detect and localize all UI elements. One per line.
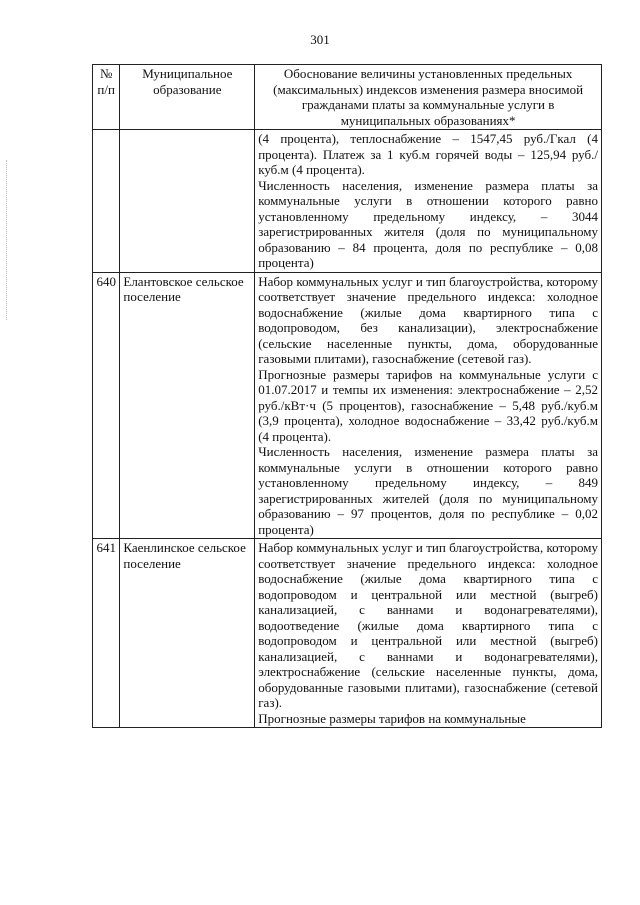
header-num: № п/п <box>93 65 120 130</box>
paragraph: Численность населения, изменение размера платы за коммунальные услуги в отношении которого равно установленному предельному индексу, – 849 зарегистрированных жителей (доля по муниципальному образованию – 97 процентов, доля по республике – 0,02 процента) <box>258 444 598 537</box>
paragraph: Прогнозные размеры тарифов на коммунальные услуги с 01.07.2017 и темпы их изменения: электроснабжение – 2,52 руб./кВт·ч (5 процентов), газоснабжение – 5,48 руб./куб.м (3,9 процента), холодное водоснабжение – 33,42 руб./куб.м (4 процента). <box>258 366 598 444</box>
row-municipality <box>120 130 255 273</box>
header-municipality: Муниципальное образование <box>120 65 255 130</box>
paragraph: Набор коммунальных услуг и тип благоустройства, которому соответствует значение предельного индекса: холодное водоснабжение (жилые дома квартирного типа с водопроводом, без канализации), электроснабжение (сельские населенные пункты, дома, оборудованные газовыми плитами), газоснабжение (сетевой газ). <box>258 273 598 366</box>
tariff-index-table <box>92 64 602 728</box>
table-row <box>93 539 602 728</box>
row-num: 641 <box>93 539 120 728</box>
table-row <box>93 272 602 539</box>
row-municipality: Каенлинское сельское поселение <box>120 539 255 728</box>
row-num: 640 <box>93 272 120 539</box>
header-justification: Обоснование величины установленных предельных (максимальных) индексов изменения размера вносимой гражданами платы за коммунальные услуги в муниципальных образованиях* <box>255 65 602 130</box>
row-justification <box>255 130 602 273</box>
scan-margin-marks <box>6 160 11 320</box>
table-row <box>93 130 602 273</box>
table-header-row <box>93 65 602 130</box>
paragraph: Численность населения, изменение размера платы за коммунальные услуги в отношении которого равно установленному предельному индексу, – 3044 зарегистрированных жителя (доля по муниципальному образованию – 84 процента, доля по республике – 0,08 процента) <box>258 177 598 270</box>
paragraph: (4 процента), теплоснабжение – 1547,45 руб./Гкал (4 процента). Платеж за 1 куб.м горячей воды – 125,94 руб./куб.м (4 процента). <box>258 131 598 177</box>
paragraph: Набор коммунальных услуг и тип благоустройства, которому соответствует значение предельного индекса: холодное водоснабжение (жилые дома квартирного типа с водопроводом и центральной или местной (выгреб) канализацией, с ваннами и водонагревателями), водоотведение (жилые дома квартирного типа с водопроводом и центральной или местной (выгреб) канализацией, с ваннами и водонагревателями), электроснабжение (сельские населенные пункты, дома, оборудованные газовыми плитами), газоснабжение (сетевой газ). <box>258 540 598 710</box>
row-num <box>93 130 120 273</box>
paragraph: Прогнозные размеры тарифов на коммунальные <box>258 710 526 726</box>
row-justification <box>255 272 602 539</box>
page-number: 301 <box>310 32 330 47</box>
row-municipality: Елантовское сельское поселение <box>120 272 255 539</box>
row-justification <box>255 539 602 728</box>
